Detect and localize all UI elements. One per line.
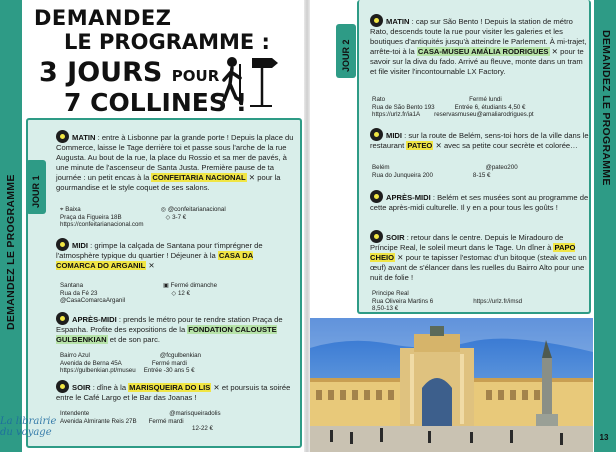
moon-icon xyxy=(56,380,69,393)
side-title-right: DEMANDEZ LE PROGRAMME xyxy=(600,30,612,186)
moon-icon xyxy=(370,230,383,243)
location-pin-icon: ⌖ xyxy=(60,206,66,213)
sun-icon xyxy=(370,14,383,27)
day1-evening-info: Intendente @marisqueiradolis Avenida Almirante Reis 27B Fermé mardi 12-22 € xyxy=(60,410,221,433)
plate-icon xyxy=(370,128,383,141)
page-number: 13 xyxy=(596,432,612,444)
day2-midday-info: Belém @pateo200 Rua do Junqueira 200 8-15 € xyxy=(372,164,518,179)
place-papo-cheio: PAPO CHEIO xyxy=(370,243,576,262)
plate-icon xyxy=(56,238,69,251)
place-pateo: PATEO xyxy=(407,141,433,150)
day-1-label: JOUR 1 xyxy=(31,175,41,208)
headline-line-1: DEMANDEZ xyxy=(34,6,172,30)
place-marisqueira: MARISQUEIRA DO LIS xyxy=(129,383,211,392)
day1-midday-text: MIDI : grimpe la calçada de Santana pour t'imprégner de l'atmosphère typique du quartier ! Déjeuner à la CASA DA COMARCA DO ARGANIL ✕ xyxy=(56,238,294,271)
day2-evening-info: Principe Real Rua Oliveira Martins 6 https://urlz.fr/imsd 8,50-13 € xyxy=(372,290,523,313)
calendar-icon: ▣ xyxy=(163,282,171,289)
place-casa-museu-amalia: CASA-MUSEU AMÁLIA RODRIGUES xyxy=(417,47,549,56)
day1-afternoon-info: Bairro Azul @fcgulbenkian Avenida de Berna 45A Fermé mardi https://gulbenkian.pt/museu Entrée -30 ans 5 € xyxy=(60,352,201,375)
day2-morning-info: Rato Fermé lundi Rua de São Bento 193 Entrée 6, étudiants 4,50 € https://urlz.fr/ia1A reservasmuseu@amaliarodrigues.pt xyxy=(372,96,534,119)
side-strip-right xyxy=(594,0,616,452)
place-casa-da-comarca: CASA DA COMARCA DO ARGANIL xyxy=(56,251,254,270)
headline-line-4: 7 COLLINES ! xyxy=(64,88,247,117)
day1-evening-text: SOIR : dîne à la MARISQUEIRA DO LIS ✕ et poursuis ta soirée entre le Café Largo et le Bar das Joanas ! xyxy=(56,380,294,403)
place-gulbenkian: FONDATION CALOUSTE GULBENKIAN xyxy=(56,325,277,344)
praca-do-comercio-photo xyxy=(310,318,593,452)
day1-midday-info: Santana ▣ Fermé dimanche Rua da Fé 23 ◇ 12 € @CasaComarcaArganil xyxy=(60,282,218,305)
museum-icon xyxy=(370,190,383,203)
day2-evening-text: SOIR : retour dans le centre. Depuis le Miradouro de Príncipe Real, le soleil meurt dans le Tage. Un dîner à PAPO CHEIO ✕ pour te tapisser l'estomac d'un bitoque (steak avec un œuf) avant de s'élancer dans les ruelles du Bairro Alto pour une nuit de folie ! xyxy=(370,230,590,283)
day-2-label: JOUR 2 xyxy=(341,39,351,72)
sun-icon xyxy=(56,130,69,143)
place-confeitaria: CONFEITARIA NACIONAL xyxy=(152,173,246,182)
price-icon: ◇ xyxy=(171,289,178,297)
hiker-icon xyxy=(218,54,278,110)
museum-icon xyxy=(56,312,69,325)
side-title-left: DEMANDEZ LE PROGRAMME xyxy=(5,174,17,330)
day1-morning-text: MATIN : entre à Lisbonne par la grande porte ! Depuis la place du Commerce, laisse le Tage derrière toi et passe sous l'arche de la rue Augusta. Au bout de la rue, la place du Rossio et sa mer de pavés, à une minute de l'ascenseur de Santa Justa. Première pause de ta journée : un petit encas à la CONFEITARIA NACIONAL ✕ pour la gourmandise et le style coquet de ses salons. xyxy=(56,130,294,193)
headline-pour: POUR xyxy=(171,67,220,85)
day-1-tab xyxy=(26,160,46,214)
watermark-logo: La librairie du voyage xyxy=(0,416,57,438)
day2-midday-text: MIDI : sur la route de Belém, sens-toi hors de la ville dans le restaurant PATEO ✕ avec sa petite cour secrète et colorée… xyxy=(370,128,590,151)
headline-days: 3 JOURS xyxy=(39,57,163,88)
day2-afternoon-text: APRÈS-MIDI : Belém et ses musées sont au programme de cette après-midi culturelle. Il y en a pour tous les goûts ! xyxy=(370,190,590,213)
headline-line-2: LE PROGRAMME : xyxy=(64,30,270,54)
day1-morning-info: ⌖ Baixa ◎ @confeitarianacional Praça da Figueira 18B ◇ 3-7 € https://confeitarianacional.com xyxy=(60,206,226,229)
day2-morning-text: MATIN : cap sur São Bento ! Depuis la station de métro Rato, descends toute la rue pour visiter les galeries et les boutiques d'antiquités jusqu'à atteindre le Parlement. À mi-trajet, arrête-toi à la CASA-MUSEU AMÁLIA RODRIGUES ✕ pour te savoir sur la diva du fado. Arrivé au fleuve, monte dans un tram et file visiter l'incontournable LX Factory. xyxy=(370,14,590,77)
price-icon: ◇ xyxy=(165,213,173,221)
instagram-icon: ◎ xyxy=(160,206,168,213)
day1-afternoon-text: APRÈS-MIDI : prends le métro pour te rendre station Praça de Espanha. Profite des expositions de la FONDATION CALOUSTE GULBENKIAN et de son parc. xyxy=(56,312,294,345)
side-strip-left xyxy=(0,0,22,452)
day-2-tab xyxy=(336,24,356,78)
